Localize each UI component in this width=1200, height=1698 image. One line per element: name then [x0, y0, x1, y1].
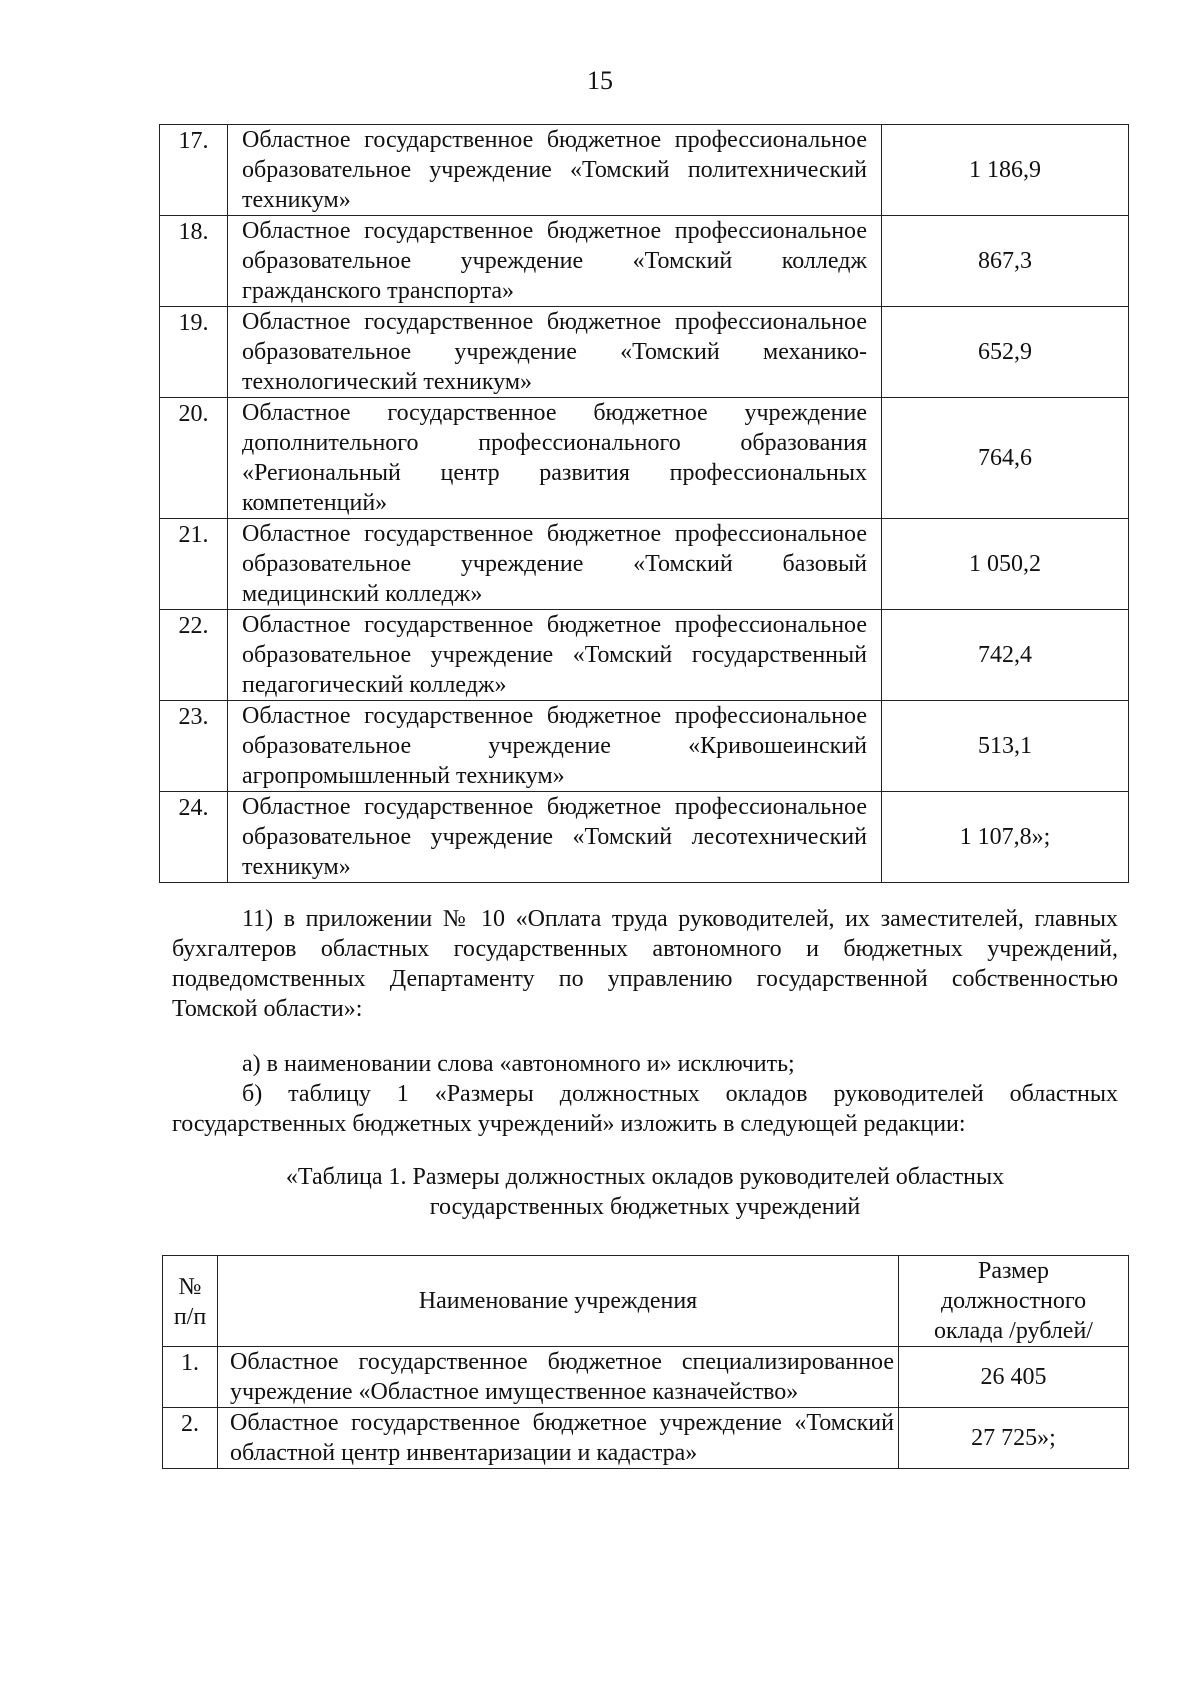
- row-number: 20.: [160, 398, 228, 519]
- header-value-line3: оклада /рублей/: [934, 1318, 1093, 1344]
- header-number-line1: №: [178, 1273, 202, 1300]
- row-number: 17.: [160, 125, 228, 216]
- row-number: 1.: [163, 1347, 218, 1408]
- table-row: [160, 307, 1129, 398]
- salary-value: 26 405: [899, 1347, 1129, 1408]
- institution-name: Областное государственное бюджетное профессиональное образовательное учреждение «Кривошеинский агропромышленный техникум»: [228, 701, 882, 792]
- header-name: Наименование учреждения: [218, 1256, 899, 1347]
- table-row: [160, 125, 1129, 216]
- institution-name: Областное государственное бюджетное специализированное учреждение «Областное имущественное казначейство»: [218, 1347, 899, 1408]
- amendment-paragraph-11: 11) в приложении № 10 «Оплата труда руководителей, их заместителей, главных бухгалтеров областных государственных автономного и бюджетных учреждений, подведомственных Департаменту по управлению государственной собственностью Томской области»:: [172, 906, 1118, 1022]
- salary-value: 652,9: [882, 307, 1129, 398]
- director-salary-table: [162, 1255, 1129, 1469]
- institution-name: Областное государственное бюджетное учреждение дополнительного профессионального образования «Региональный центр развития профессиональных компетенций»: [228, 398, 882, 519]
- row-number: 2.: [163, 1408, 218, 1469]
- page-number: 15: [587, 66, 613, 95]
- institution-name: Областное государственное бюджетное профессиональное образовательное учреждение «Томский базовый медицинский колледж»: [228, 519, 882, 610]
- header-value-line1: Размер: [978, 1258, 1049, 1284]
- header-value-line2: должностного: [940, 1288, 1087, 1314]
- table-row: [160, 398, 1129, 519]
- table-row: [160, 519, 1129, 610]
- table-row: [160, 792, 1129, 883]
- header-value: [899, 1256, 1129, 1347]
- salary-value: 513,1: [882, 701, 1129, 792]
- institutions-salary-table-continued: [159, 124, 1129, 883]
- table-row: [163, 1408, 1129, 1469]
- row-number: 18.: [160, 216, 228, 307]
- table-row: [163, 1347, 1129, 1408]
- table-row: [160, 610, 1129, 701]
- amendment-subitem-a: а) в наименовании слова «автономного и» исключить;: [242, 1051, 795, 1077]
- table2-title-line1: «Таблица 1. Размеры должностных окладов руководителей областных: [285, 1164, 1005, 1190]
- institution-name: Областное государственное бюджетное профессиональное образовательное учреждение «Томский лесотехнический техникум»: [228, 792, 882, 883]
- salary-value: 27 725»;: [899, 1408, 1129, 1469]
- institution-name: Областное государственное бюджетное профессиональное образовательное учреждение «Томский государственный педагогический колледж»: [228, 610, 882, 701]
- salary-value: 742,4: [882, 610, 1129, 701]
- row-number: 24.: [160, 792, 228, 883]
- header-number-line2: п/п: [173, 1303, 207, 1330]
- salary-value: 1 107,8»;: [882, 792, 1129, 883]
- row-number: 22.: [160, 610, 228, 701]
- row-number: 21.: [160, 519, 228, 610]
- row-number: 23.: [160, 701, 228, 792]
- table2-title: [172, 1162, 1118, 1222]
- institution-name: Областное государственное бюджетное профессиональное образовательное учреждение «Томский политехнический техникум»: [228, 125, 882, 216]
- institution-name: Областное государственное бюджетное учреждение «Томский областной центр инвентаризации и кадастра»: [218, 1408, 899, 1469]
- institution-name: Областное государственное бюджетное профессиональное образовательное учреждение «Томский механико-технологический техникум»: [228, 307, 882, 398]
- table-row: [160, 701, 1129, 792]
- header-number: [163, 1256, 218, 1347]
- salary-value: 867,3: [882, 216, 1129, 307]
- table-row: [160, 216, 1129, 307]
- salary-value: 764,6: [882, 398, 1129, 519]
- table2-title-line2: государственных бюджетных учреждений: [429, 1194, 861, 1220]
- table-header-row: [163, 1256, 1129, 1347]
- row-number: 19.: [160, 307, 228, 398]
- salary-value: 1 186,9: [882, 125, 1129, 216]
- institution-name: Областное государственное бюджетное профессиональное образовательное учреждение «Томский колледж гражданского транспорта»: [228, 216, 882, 307]
- salary-value: 1 050,2: [882, 519, 1129, 610]
- amendment-subitem-b: б) таблицу 1 «Размеры должностных окладов руководителей областных государственных бюджетных учреждений» изложить в следующей редакции:: [172, 1081, 1118, 1137]
